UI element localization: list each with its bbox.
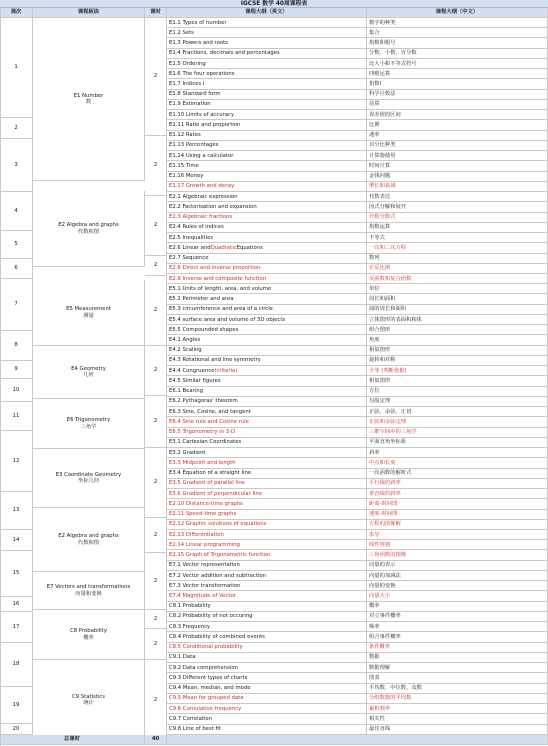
week-number: 18	[0, 643, 33, 687]
week-number: 10	[0, 379, 33, 402]
header-week: 课次	[0, 8, 33, 18]
outline-row-english: C9.8 Line of best fit	[167, 725, 367, 735]
outline-row-chinese: 中点和长度	[367, 458, 548, 468]
outline-row-english: E1.8 Standard form	[167, 90, 367, 100]
topic-english: E4 Geometry	[71, 365, 106, 372]
outline-row-chinese: 分组数据的平均数	[367, 694, 548, 704]
hours-cell: 2	[145, 629, 167, 660]
outline-row-chinese: 角度	[367, 335, 548, 345]
outline-row-chinese: 平行线的斜率	[367, 479, 548, 489]
outline-row-english: E2.1 Algebraic expression	[167, 192, 367, 202]
outline-row-english: E1.2 Sets	[167, 28, 367, 38]
week-number: 3	[0, 139, 33, 192]
outline-row-english: E1.14 Using a calculator	[167, 151, 367, 161]
outline-row-chinese: 因式分解和展开	[367, 202, 548, 212]
outline-row-chinese: 平面直角坐标系	[367, 438, 548, 448]
week-number: 17	[0, 612, 33, 643]
outline-row-english: E3.2 Gradient	[167, 448, 367, 458]
outline-row-chinese: 比例	[367, 120, 548, 130]
outline-row-english: E5.5 Compounded shapes	[167, 325, 367, 335]
week-number: 20	[0, 724, 33, 735]
outline-row-english: E5.1 Units of length, area, and volume	[167, 284, 367, 294]
outline-row-chinese: 垂直线的斜率	[367, 489, 548, 499]
topic-english: E3 Coordinate Geometry	[55, 471, 122, 478]
week-number: 1	[0, 18, 33, 118]
hours-cell: 2	[145, 448, 167, 518]
week-number: 14	[0, 530, 33, 551]
outline-row-chinese: 三角函数的图像	[367, 550, 548, 560]
outline-row-english: E2.10 Distance-time graphs	[167, 499, 367, 509]
outline-row-english: E2.13 Differentiation	[167, 530, 367, 540]
outline-row-chinese: 方位	[367, 387, 548, 397]
outline-row-chinese: 向量的加减法	[367, 571, 548, 581]
outline-row-chinese: 增长和衰减	[367, 182, 548, 192]
outline-row-chinese: 方程的图像解	[367, 520, 548, 530]
outline-row-english: E4.1 Angles	[167, 335, 367, 345]
topic-english: E2 Algebra and graphs	[58, 222, 119, 229]
outline-row-english: E3.6 Gradient of perpendicular line	[167, 489, 367, 499]
outline-row-english: E4.3 Rotational and line symmetry	[167, 356, 367, 366]
header-english: 课程大纲（英文）	[167, 8, 367, 18]
outline-row-chinese: 一次和二次方程	[367, 243, 548, 253]
outline-row-english: E2.12 Graphic solutions of equations	[167, 520, 367, 530]
outline-row-english: E4.2 Scaling	[167, 346, 367, 356]
outline-row-chinese: 集合	[367, 28, 548, 38]
outline-row-english: E2.3 Algebraic fractions	[167, 213, 367, 223]
outline-row-english: C9.4 Mean, median, and mode	[167, 684, 367, 694]
outline-row-english: C9.7 Correlation	[167, 714, 367, 724]
topic-block	[33, 18, 145, 181]
outline-row-english: E2.7 Sequence	[167, 254, 367, 264]
outline-row-english: E2.6 Linear and Quadratic Equations	[167, 243, 367, 253]
outline-row-chinese: 旋转和对称	[367, 356, 548, 366]
hours-cell: 2	[145, 396, 167, 448]
outline-row-chinese: 不等式	[367, 233, 548, 243]
hours-cell: 2	[145, 553, 167, 610]
topic-block	[33, 572, 145, 610]
outline-row-english: E3.3 Midpoint and length	[167, 458, 367, 468]
week-number: 2	[0, 118, 33, 139]
outline-row-chinese: 反函数和复合函数	[367, 274, 548, 284]
outline-row-chinese: 平均数、中位数、众数	[367, 684, 548, 694]
outline-row-chinese: 周长和面积	[367, 294, 548, 304]
outline-row-chinese: 向量的变换	[367, 581, 548, 591]
outline-row-chinese: 向量的表示	[367, 561, 548, 571]
topic-block	[33, 280, 145, 346]
outline-row-english: C9.6 Cumulative frequency	[167, 704, 367, 714]
outline-row-english: E2.2 Factorisation and expansion	[167, 202, 367, 212]
outline-row-english: E1.16 Money	[167, 172, 367, 182]
outline-row-english: E1.10 Limits of accuracy	[167, 110, 367, 120]
topic-chinese: 三角学	[80, 423, 97, 430]
outline-row-english: E2.5 Inequalities	[167, 233, 367, 243]
highlighted-term: Quadratic	[210, 244, 237, 251]
outline-row-chinese: 误差值的区间	[367, 110, 548, 120]
outline-row-chinese: 估算	[367, 100, 548, 110]
outline-row-english: E6.1 Bearing	[167, 387, 367, 397]
outline-row-chinese: 条件概率	[367, 643, 548, 653]
outline-row-chinese: 数据理解	[367, 663, 548, 673]
outline-row-chinese: 向量大小	[367, 591, 548, 601]
outline-row-english: E3.1 Cartesian Coordinates	[167, 438, 367, 448]
outline-row-chinese: 求导	[367, 530, 548, 540]
topic-english: E1 Number	[73, 92, 104, 99]
outline-row-english: E1.15 Time	[167, 161, 367, 171]
footer-blank	[167, 735, 548, 745]
topic-block	[33, 508, 145, 572]
footer-label: 总课时	[0, 735, 145, 745]
hours-cell: 2	[145, 660, 167, 741]
outline-row-chinese: 指数运算	[367, 223, 548, 233]
outline-row-english: E2.4 Rules of indices	[167, 223, 367, 233]
outline-row-chinese: 累积频率	[367, 704, 548, 714]
topic-chinese: 代数和图	[77, 539, 100, 546]
week-number: 15	[0, 551, 33, 597]
topic-block	[33, 610, 145, 660]
topic-english: C9 Statistics	[72, 693, 105, 700]
topic-chinese: 概率	[83, 634, 94, 641]
topic-block	[33, 346, 145, 399]
topic-chinese: 向量和变换	[75, 590, 102, 597]
outline-row-chinese: 相似图形	[367, 346, 548, 356]
outline-row-english: C9.5 Mean for grouped data	[167, 694, 367, 704]
outline-row-chinese: 指数和根号	[367, 38, 548, 48]
outline-row-english: E1.5 Ordering	[167, 59, 367, 69]
outline-row-chinese: 单位	[367, 284, 548, 294]
outline-row-english: E1.17 Growth and decay	[167, 182, 367, 192]
outline-row-english: E1.12 Rates	[167, 131, 367, 141]
outline-row-chinese: 图表	[367, 673, 548, 683]
outline-row-english: E7.3 Vector transformation	[167, 581, 367, 591]
outline-row-chinese: 数据	[367, 653, 548, 663]
week-number: 6	[0, 259, 33, 279]
topic-block	[33, 449, 145, 508]
outline-row-english: C8.1 Probability	[167, 602, 367, 612]
topic-block	[33, 399, 145, 449]
week-number: 8	[0, 331, 33, 361]
outline-row-chinese: 相似图形	[367, 376, 548, 386]
outline-row-chinese: 勾股定理	[367, 397, 548, 407]
outline-row-english: C8.5 Conditional probability	[167, 643, 367, 653]
outline-row-chinese: 对立事件概率	[367, 612, 548, 622]
week-number: 9	[0, 361, 33, 379]
hours-cell: 2	[145, 196, 167, 256]
header-hours: 课时	[145, 8, 167, 18]
topic-english: E5 Measurement	[66, 306, 111, 313]
outline-row-english: E1.6 The four operations	[167, 69, 367, 79]
outline-row-english: E1.1 Types of number	[167, 18, 367, 28]
outline-row-english: C8.3 Frequency	[167, 622, 367, 632]
topic-english: E6 Trigonometry	[66, 417, 111, 424]
outline-row-chinese: 频率	[367, 622, 548, 632]
outline-row-chinese: 百分比种类	[367, 141, 548, 151]
topic-english: E2 Algebra and graphs	[58, 533, 119, 540]
outline-row-chinese: 组合图形	[367, 325, 548, 335]
outline-row-english: E1.4 Fractions, decimals and percentages	[167, 49, 367, 59]
outline-row-chinese: 立体图形的表面积和体	[367, 315, 548, 325]
outline-row-english: E5.4 surface area and volume of 3D objects	[167, 315, 367, 325]
topic-chinese: 几何	[83, 372, 94, 378]
outline-row-chinese: 概率	[367, 602, 548, 612]
outline-row-english: E6.2 Pythagoras' theorem	[167, 397, 367, 407]
outline-row-chinese: 正反比例	[367, 264, 548, 274]
outline-row-chinese: 距离-时间图	[367, 499, 548, 509]
outline-row-english: E7.1 Vector representation	[167, 561, 367, 571]
outline-row-chinese: 金钱问题	[367, 172, 548, 182]
outline-row-english: E3.4 Equation of a straight line	[167, 469, 367, 479]
week-number: 13	[0, 492, 33, 530]
outline-row-english: E1.9 Estimation	[167, 100, 367, 110]
topic-block	[33, 191, 145, 267]
outline-row-english: E5.2 Perimeter and area	[167, 294, 367, 304]
sheet-title: IGCSE 数学 40周课程表	[0, 0, 548, 8]
header-topic: 课程板块	[33, 8, 145, 18]
outline-row-english: C8.4 Probability of combined events	[167, 632, 367, 642]
outline-row-english: E1.3 Powers and roots	[167, 38, 367, 48]
outline-row-chinese: 代数表达	[367, 192, 548, 202]
outline-row-chinese: 比大小和不等式符号	[367, 59, 548, 69]
outline-row-english: E2.9 Inverse and composite function	[167, 274, 367, 284]
topic-chinese: 代数和图	[77, 228, 100, 235]
outline-row-english: C8.2 Probability of not occuring	[167, 612, 367, 622]
outline-row-chinese: 数字的种类	[367, 18, 548, 28]
week-number: 11	[0, 402, 33, 431]
outline-row-chinese: 一次函数的解析式	[367, 469, 548, 479]
week-number: 7	[0, 279, 33, 331]
outline-row-english: E1.11 Ratio and proportion	[167, 120, 367, 130]
outline-row-chinese: 线性规划	[367, 540, 548, 550]
week-number: 12	[0, 431, 33, 492]
outline-row-chinese: 全等 (判断依据)	[367, 366, 548, 376]
outline-row-english: C9.1 Data	[167, 653, 367, 663]
topic-chinese: 坐标几何	[77, 478, 100, 484]
outline-row-english: E7.4 Magnitude of Vector	[167, 591, 367, 601]
outline-row-english: E4.5 Similar figures	[167, 376, 367, 386]
week-number: 19	[0, 687, 33, 724]
hours-cell: 2	[145, 276, 167, 346]
outline-row-chinese: 科学计数法	[367, 90, 548, 100]
hours-cell: 2	[145, 18, 167, 136]
outline-row-chinese: 指数I	[367, 79, 548, 89]
outline-row-chinese: 速率	[367, 131, 548, 141]
topic-english: C8 Probability	[70, 628, 107, 635]
outline-row-english: E6.3 Sine, Cosine, and tangent	[167, 407, 367, 417]
outline-row-english: C9.2 Data comprehension	[167, 663, 367, 673]
week-number: 4	[0, 192, 33, 231]
header-chinese: 课程大纲（中文）	[367, 8, 548, 18]
outline-row-english: E2.8 Direct and inverse proportion	[167, 264, 367, 274]
grid-left-border	[0, 8, 1, 746]
week-number: 16	[0, 597, 33, 612]
topic-chinese: 测量	[83, 312, 94, 319]
outline-row-chinese: 组合事件概率	[367, 632, 548, 642]
outline-row-english: E2.11 Speed-time graphs	[167, 510, 367, 520]
outline-row-chinese: 数列	[367, 254, 548, 264]
outline-row-english: E3.5 Gradient of parallel line	[167, 479, 367, 489]
hours-cell: 2	[145, 518, 167, 553]
outline-row-english: C9.3 Different types of charts	[167, 673, 367, 683]
hours-cell: 2	[145, 610, 167, 629]
hours-cell: 2	[145, 256, 167, 276]
footer-total: 40	[145, 735, 167, 745]
outline-row-english: E5.3 circumference and area of a circle	[167, 305, 367, 315]
highlighted-term: (criteria)	[214, 367, 238, 374]
outline-row-chinese: 相关性	[367, 714, 548, 724]
hours-cell: 2	[145, 346, 167, 396]
outline-row-english: E2.15 Graph of Trigonometric function	[167, 550, 367, 560]
outline-row-english: E2.14 Linear programming	[167, 540, 367, 550]
outline-row-chinese: 圆的周长和面积	[367, 305, 548, 315]
outline-row-chinese: 四则运算	[367, 69, 548, 79]
outline-row-english: E6.5 Trigonometry in 3-D	[167, 428, 367, 438]
week-number: 5	[0, 231, 33, 259]
outline-row-chinese: 计算器使用	[367, 151, 548, 161]
outline-row-chinese: 斜率	[367, 448, 548, 458]
outline-row-english: E1.13 Percentages	[167, 141, 367, 151]
outline-row-english: E1.7 Indices I	[167, 79, 367, 89]
outline-row-chinese: 正弦和余弦定理	[367, 417, 548, 427]
outline-row-chinese: 正弦、余弦、正切	[367, 407, 548, 417]
outline-row-english: E6.4 Sine rule and Cosine rule	[167, 417, 367, 427]
topic-english: E7 Vectors and transformations	[46, 584, 131, 591]
topic-chinese: 数	[85, 99, 92, 105]
outline-row-chinese: 代数分数式	[367, 213, 548, 223]
topic-chinese: 统计	[83, 700, 94, 706]
outline-row-chinese: 速度-时间图	[367, 510, 548, 520]
outline-row-chinese: 时间计算	[367, 161, 548, 171]
hours-cell: 2	[145, 136, 167, 196]
outline-row-chinese: 三维空间中的三角学	[367, 428, 548, 438]
topic-block	[33, 660, 145, 741]
outline-row-chinese: 分数、小数、百分数	[367, 49, 548, 59]
outline-row-chinese: 最佳直线	[367, 725, 548, 735]
outline-row-english: E7.2 Vector addition and subtraction	[167, 571, 367, 581]
outline-row-english: E4.4 Congruence (criteria)	[167, 366, 367, 376]
